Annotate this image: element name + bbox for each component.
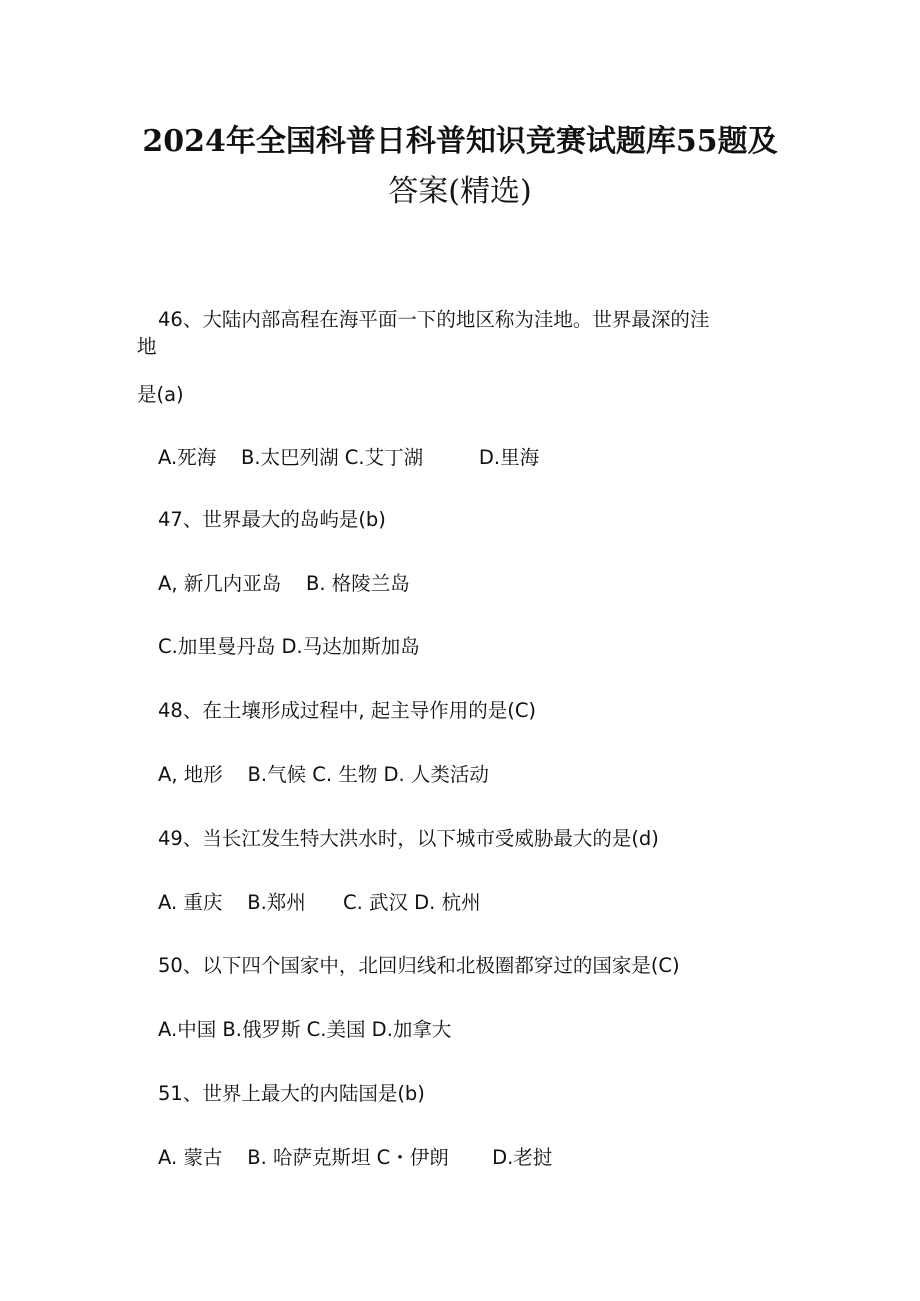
question-48-options: A, 地形 B.气候 C. 生物 D. 人类活动 — [158, 763, 489, 786]
question-51-options: A. 蒙古 B. 哈萨克斯坦 C・伊朗 D.老挝 — [158, 1146, 553, 1169]
document-title-line-1: 2024年全国科普日科普知识竞赛试题库55题及 — [142, 124, 778, 159]
question-49-options: A. 重庆 B.郑州 C. 武汉 D. 杭州 — [158, 891, 481, 914]
question-46-answer: 是(a) — [137, 383, 184, 406]
document-title-line-2: 答案(精选) — [388, 174, 532, 209]
question-49: 49、当长江发生特大洪水时，以下城市受威胁最大的是(d) — [158, 827, 659, 850]
question-51: 51、世界上最大的内陆国是(b) — [158, 1082, 425, 1105]
question-47: 47、世界最大的岛屿是(b) — [158, 508, 386, 531]
question-46: 46、大陆内部高程在海平面一下的地区称为洼地。世界最深的洼 — [158, 308, 710, 331]
question-50: 50、以下四个国家中，北回归线和北极圈都穿过的国家是(C) — [158, 954, 680, 977]
question-48: 48、在土壤形成过程中, 起主导作用的是(C) — [158, 699, 537, 722]
question-46-cont: 地 — [137, 335, 157, 358]
question-46-options: A.死海 B.太巴列湖 C.艾丁湖 D.里海 — [158, 446, 540, 469]
question-50-options: A.中国 B.俄罗斯 C.美国 D.加拿大 — [158, 1018, 452, 1041]
question-47-options-2: C.加里曼丹岛 D.马达加斯加岛 — [158, 635, 420, 658]
question-47-options-1: A, 新几内亚岛 B. 格陵兰岛 — [158, 572, 410, 595]
